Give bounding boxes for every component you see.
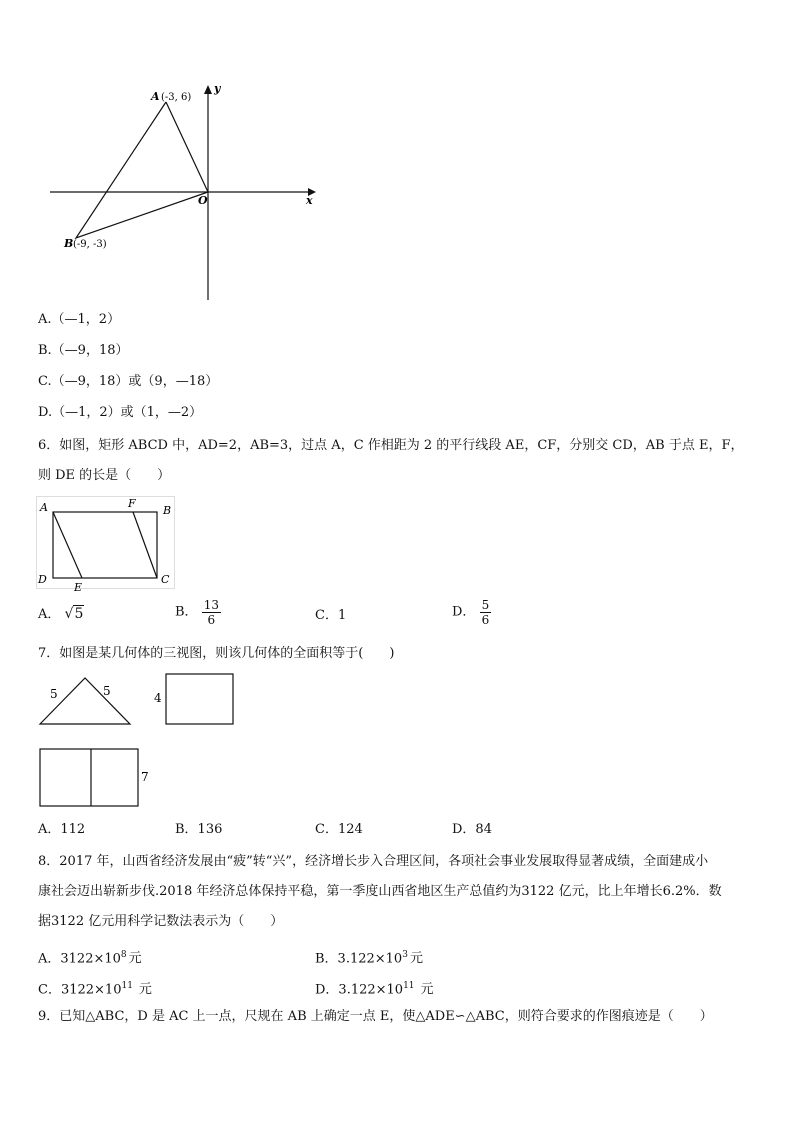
tri-left-length: 5 <box>50 687 58 701</box>
label-F: F <box>128 497 136 510</box>
segment-CF <box>133 512 157 578</box>
q7-option-c: C．124 <box>315 822 363 837</box>
q6-option-a-prefix: A． <box>38 607 61 622</box>
label-B: B <box>163 504 172 517</box>
q8-option-b-exponent: 3 <box>402 950 408 960</box>
q6-option-b-fraction <box>202 598 221 627</box>
q6-option-b-numerator: 13 <box>203 598 219 612</box>
q6-stem-line1: 6．如图，矩形 ABCD 中，AD=2，AB=3，过点 A，C 作相距为 2 的平行线段 AE，CF，分别交 CD，AB 于点 E，F， <box>38 438 744 453</box>
q5-option-c: C.（—9，18）或（9，—18） <box>38 374 219 389</box>
q8-stem-line2: 康社会迈出崭新步伐.2018 年经济总体保持平稳，第一季度山西省地区生产总值约为3122 亿元，比上年增长6.2%．数 <box>38 884 722 899</box>
q8-option-d-base: D．3.122×10 <box>315 982 404 998</box>
q5-option-a: A.（—1，2） <box>38 312 121 327</box>
q5-option-b: B.（—9，18） <box>38 343 129 358</box>
y-axis-arrow-icon <box>204 85 212 94</box>
label-C: C <box>161 573 170 586</box>
label-A: A <box>151 90 160 103</box>
q8-option-a <box>38 947 142 967</box>
label-y: y <box>214 82 221 95</box>
q8-option-d-unit: 元 <box>420 982 434 998</box>
q6-option-d-denominator: 6 <box>481 613 490 627</box>
rectangle-ABCD <box>53 512 157 578</box>
q5-coordinate-figure <box>40 80 330 305</box>
label-B: B <box>64 237 74 250</box>
q7-option-d: D．84 <box>452 822 492 837</box>
top-view-triangle <box>40 678 130 724</box>
q8-option-c-exponent: 11 <box>121 981 133 991</box>
q6-option-d <box>452 598 491 627</box>
label-A: A <box>40 501 48 514</box>
label-E: E <box>74 581 83 594</box>
q7-three-view-figure <box>30 668 240 816</box>
q6-option-b-prefix: B． <box>175 604 198 620</box>
q8-stem-line3: 据3122 亿元用科学记数法表示为（ ） <box>38 914 284 929</box>
sqrt-icon: √5 <box>64 606 84 622</box>
q8-option-c <box>38 978 152 998</box>
segment-AE <box>53 512 82 578</box>
coord-A: (-3, 6) <box>161 92 192 103</box>
q8-stem-line1: 8．2017 年，山西省经济发展由“疲”转“兴”，经济增长步入合理区间，各项社会事业发展取得显著成绩，全面建成小 <box>38 854 709 869</box>
q8-option-a-unit: 元 <box>128 951 142 967</box>
q8-option-d <box>315 978 434 998</box>
q6-option-d-prefix: D． <box>452 604 476 620</box>
q8-option-c-base: C．3122×10 <box>38 982 122 998</box>
q6-option-a-radicand: 5 <box>74 606 84 622</box>
q8-option-d-exponent: 11 <box>403 981 415 991</box>
q8-option-a-base: A．3122×10 <box>38 951 121 967</box>
triangle-AOB <box>76 102 208 238</box>
front-view-rectangle <box>40 749 138 806</box>
q8-option-b-unit: 元 <box>409 951 423 967</box>
q5-option-d: D.（—1，2）或（1，—2） <box>38 405 203 420</box>
label-O: O <box>198 194 208 207</box>
q6-stem-line2: 则 DE 的长是（ ） <box>38 468 171 483</box>
label-x: x <box>306 194 313 207</box>
coord-B: (-9, -3) <box>73 239 107 250</box>
q6-option-b-denominator: 6 <box>207 613 216 627</box>
q6-option-d-fraction <box>480 598 492 627</box>
q6-option-a <box>38 606 84 623</box>
q7-option-a: A．112 <box>38 822 86 837</box>
tri-right-length: 5 <box>103 684 111 698</box>
q9-stem: 9．已知△ABC，D 是 AC 上一点，尺规在 AB 上确定一点 E，使△ADE∽△ABC，则符合要求的作图痕迹是（ ） <box>38 1009 713 1024</box>
q6-rectangle-figure <box>36 496 176 596</box>
q8-option-c-unit: 元 <box>138 982 152 998</box>
q8-option-b <box>315 947 423 967</box>
side-view-rectangle <box>166 674 233 724</box>
figure-border <box>37 497 175 589</box>
q6-option-d-numerator: 5 <box>481 598 490 612</box>
label-D: D <box>38 573 47 586</box>
q7-stem: 7．如图是某几何体的三视图，则该几何体的全面积等于( ) <box>38 646 395 661</box>
q6-option-b <box>175 598 221 627</box>
front-view-height: 7 <box>141 770 149 784</box>
q8-option-b-base: B．3.122×10 <box>315 951 403 967</box>
q6-option-c: C．1 <box>315 608 347 623</box>
q7-option-b: B．136 <box>175 822 223 837</box>
side-view-height: 4 <box>154 691 162 705</box>
q8-option-a-exponent: 8 <box>120 950 127 960</box>
